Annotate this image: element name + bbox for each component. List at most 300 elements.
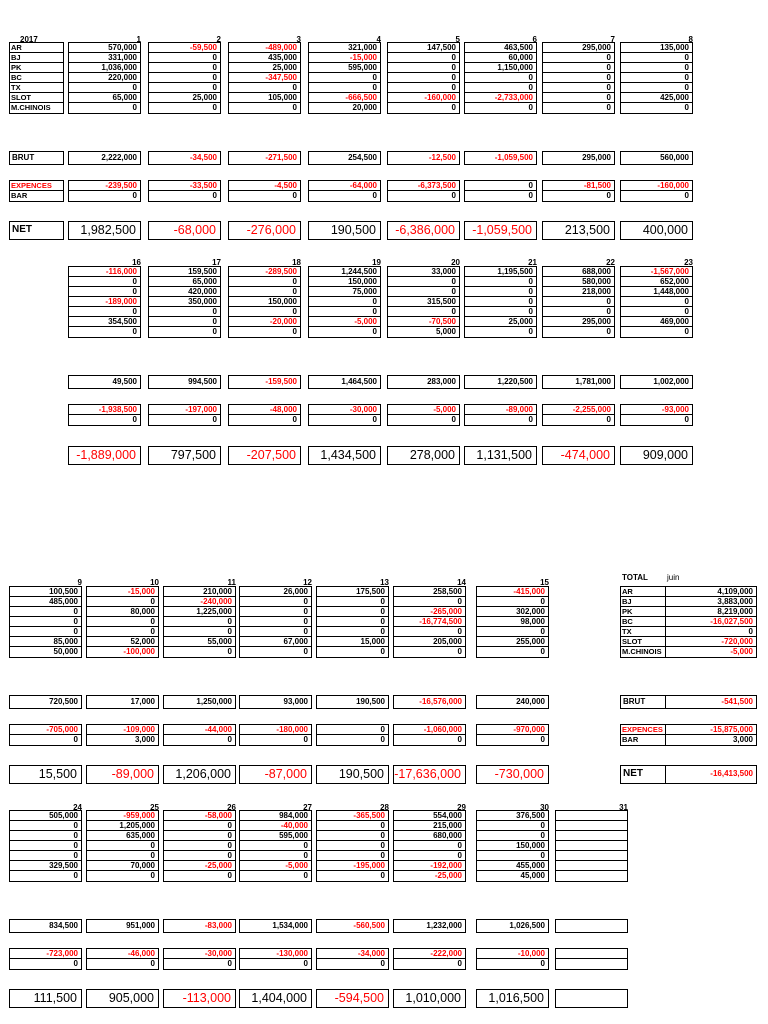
value-cell[interactable]: 0 xyxy=(621,297,692,307)
expense-cell[interactable]: -33,500 xyxy=(149,181,220,191)
value-cell[interactable]: 0 xyxy=(477,851,548,861)
value-cell[interactable]: 0 xyxy=(212,327,217,336)
expense-cell[interactable]: -239,500 xyxy=(69,181,140,191)
expense-cell[interactable]: 0 xyxy=(73,959,78,968)
value-cell[interactable]: 0 xyxy=(465,307,536,317)
brut-cell[interactable]: -271,500 xyxy=(228,151,301,165)
value-cell[interactable]: 175,500 xyxy=(317,587,388,597)
brut-cell[interactable]: 1,220,500 xyxy=(464,375,537,389)
expense-cell[interactable]: 0 xyxy=(528,191,533,200)
value-cell[interactable]: -20,000 xyxy=(229,317,300,327)
expense-cell[interactable]: 0 xyxy=(292,191,297,200)
value-cell[interactable]: 505,000 xyxy=(10,811,81,821)
expense-cell[interactable]: -34,000 xyxy=(317,949,388,959)
net-cell[interactable]: 278,000 xyxy=(387,446,460,465)
value-cell[interactable]: -160,000 xyxy=(388,93,459,103)
value-cell[interactable]: 0 xyxy=(212,103,217,112)
value-cell[interactable]: 258,500 xyxy=(394,587,465,597)
value-cell[interactable]: -365,500 xyxy=(317,811,388,821)
brut-cell[interactable]: 951,000 xyxy=(86,919,159,933)
expense-cell[interactable]: 0 xyxy=(227,735,232,744)
net-cell[interactable]: -474,000 xyxy=(542,446,615,465)
value-cell[interactable]: 0 xyxy=(465,277,536,287)
total-value-cell[interactable]: -720,000 xyxy=(666,637,756,647)
value-cell[interactable]: 0 xyxy=(87,851,158,861)
expense-cell[interactable]: 0 xyxy=(317,725,388,735)
expense-cell[interactable]: -180,000 xyxy=(240,725,311,735)
value-cell[interactable]: 0 xyxy=(543,297,614,307)
brut-cell[interactable]: 1,250,000 xyxy=(163,695,236,709)
value-cell[interactable]: 0 xyxy=(388,307,459,317)
value-cell[interactable]: 85,000 xyxy=(10,637,81,647)
value-cell[interactable]: 1,205,000 xyxy=(87,821,158,831)
value-cell[interactable]: -347,500 xyxy=(229,73,300,83)
expense-cell[interactable]: 0 xyxy=(606,191,611,200)
value-cell[interactable]: 295,000 xyxy=(543,317,614,327)
value-cell[interactable]: 0 xyxy=(317,831,388,841)
value-cell[interactable]: 0 xyxy=(309,73,380,83)
expense-cell[interactable]: -81,500 xyxy=(543,181,614,191)
value-cell[interactable]: 0 xyxy=(684,327,689,336)
value-cell[interactable]: 0 xyxy=(309,307,380,317)
value-cell[interactable]: 20,000 xyxy=(352,103,377,112)
expense-cell[interactable]: 0 xyxy=(540,735,545,744)
value-cell[interactable]: 580,000 xyxy=(543,277,614,287)
value-cell[interactable]: 1,225,000 xyxy=(164,607,235,617)
value-cell[interactable]: 0 xyxy=(303,871,308,880)
expense-cell[interactable]: -46,000 xyxy=(87,949,158,959)
expense-cell[interactable]: 0 xyxy=(132,191,137,200)
expense-cell[interactable]: -30,000 xyxy=(309,405,380,415)
expense-cell[interactable]: 0 xyxy=(303,959,308,968)
value-cell[interactable]: 0 xyxy=(69,287,140,297)
expense-cell[interactable]: -6,373,500 xyxy=(388,181,459,191)
value-cell[interactable]: 0 xyxy=(606,103,611,112)
value-cell[interactable]: 0 xyxy=(10,821,81,831)
value-cell[interactable] xyxy=(556,811,627,821)
expense-cell[interactable]: 3,000 xyxy=(134,735,155,744)
net-cell[interactable]: 15,500 xyxy=(9,765,82,784)
value-cell[interactable]: 0 xyxy=(528,327,533,336)
value-cell[interactable]: 0 xyxy=(477,831,548,841)
value-cell[interactable]: 0 xyxy=(229,287,300,297)
value-cell[interactable]: 295,000 xyxy=(543,43,614,53)
value-cell[interactable]: 420,000 xyxy=(149,287,220,297)
value-cell[interactable]: 150,000 xyxy=(309,277,380,287)
expense-cell[interactable]: 0 xyxy=(372,415,377,424)
value-cell[interactable]: 0 xyxy=(87,627,158,637)
value-cell[interactable]: 302,000 xyxy=(477,607,548,617)
brut-cell[interactable]: 2,222,000 xyxy=(68,151,141,165)
value-cell[interactable]: 0 xyxy=(317,821,388,831)
value-cell[interactable] xyxy=(556,831,627,841)
value-cell[interactable]: -15,000 xyxy=(87,587,158,597)
value-cell[interactable]: 0 xyxy=(621,53,692,63)
value-cell[interactable]: 0 xyxy=(388,63,459,73)
value-cell[interactable]: 984,000 xyxy=(240,811,311,821)
net-cell[interactable]: -730,000 xyxy=(476,765,549,784)
value-cell[interactable]: 0 xyxy=(388,73,459,83)
value-cell[interactable]: -25,000 xyxy=(434,871,462,880)
value-cell[interactable]: 0 xyxy=(292,103,297,112)
value-cell[interactable]: 0 xyxy=(457,647,462,656)
net-cell[interactable]: 190,500 xyxy=(308,221,381,240)
value-cell[interactable]: 0 xyxy=(606,327,611,336)
value-cell[interactable]: 0 xyxy=(388,287,459,297)
value-cell[interactable]: -100,000 xyxy=(123,647,155,656)
value-cell[interactable]: 0 xyxy=(465,73,536,83)
value-cell[interactable]: 0 xyxy=(240,841,311,851)
value-cell[interactable]: 595,000 xyxy=(309,63,380,73)
value-cell[interactable]: 52,000 xyxy=(87,637,158,647)
value-cell[interactable]: 635,000 xyxy=(87,831,158,841)
value-cell[interactable]: 159,500 xyxy=(149,267,220,277)
expense-cell[interactable]: 0 xyxy=(292,415,297,424)
value-cell[interactable]: 469,000 xyxy=(621,317,692,327)
net-cell[interactable]: -6,386,000 xyxy=(387,221,460,240)
value-cell[interactable]: 0 xyxy=(388,53,459,63)
value-cell[interactable]: 50,000 xyxy=(53,647,78,656)
brut-cell[interactable]: 295,000 xyxy=(542,151,615,165)
expense-cell[interactable]: 0 xyxy=(150,959,155,968)
total-net-cell[interactable]: -16,413,500 xyxy=(665,765,757,784)
value-cell[interactable]: 65,000 xyxy=(149,277,220,287)
expense-cell[interactable]: -160,000 xyxy=(621,181,692,191)
value-cell[interactable]: -59,500 xyxy=(149,43,220,53)
value-cell[interactable]: 26,000 xyxy=(240,587,311,597)
value-cell[interactable]: 0 xyxy=(149,73,220,83)
net-cell[interactable]: 213,500 xyxy=(542,221,615,240)
value-cell[interactable]: 0 xyxy=(303,647,308,656)
value-cell[interactable]: 1,448,000 xyxy=(621,287,692,297)
value-cell[interactable]: 70,000 xyxy=(87,861,158,871)
expense-cell[interactable]: 0 xyxy=(606,415,611,424)
net-cell[interactable]: 400,000 xyxy=(620,221,693,240)
value-cell[interactable]: 435,000 xyxy=(229,53,300,63)
value-cell[interactable]: 0 xyxy=(394,627,465,637)
expense-cell[interactable]: -10,000 xyxy=(477,949,548,959)
value-cell[interactable]: 350,000 xyxy=(149,297,220,307)
value-cell[interactable]: 570,000 xyxy=(69,43,140,53)
value-cell[interactable]: -666,500 xyxy=(309,93,380,103)
value-cell[interactable]: 255,000 xyxy=(477,637,548,647)
expense-cell[interactable]: 0 xyxy=(528,415,533,424)
expense-cell[interactable]: -1,060,000 xyxy=(394,725,465,735)
net-cell[interactable]: 1,982,500 xyxy=(68,221,141,240)
value-cell[interactable]: 0 xyxy=(543,83,614,93)
value-cell[interactable]: 680,000 xyxy=(394,831,465,841)
value-cell[interactable]: 218,000 xyxy=(543,287,614,297)
value-cell[interactable]: 0 xyxy=(317,597,388,607)
total-expense-cell[interactable]: -15,875,000 xyxy=(666,725,756,735)
value-cell[interactable]: 0 xyxy=(10,841,81,851)
value-cell[interactable]: 0 xyxy=(150,871,155,880)
brut-cell[interactable]: 1,464,500 xyxy=(308,375,381,389)
total-value-cell[interactable]: 0 xyxy=(666,627,756,637)
value-cell[interactable]: 105,000 xyxy=(229,93,300,103)
value-cell[interactable]: 0 xyxy=(73,871,78,880)
value-cell[interactable]: 0 xyxy=(227,647,232,656)
value-cell[interactable]: 0 xyxy=(465,287,536,297)
value-cell[interactable]: 220,000 xyxy=(69,73,140,83)
net-cell[interactable]: -276,000 xyxy=(228,221,301,240)
expense-cell[interactable]: 0 xyxy=(380,735,385,744)
value-cell[interactable]: 329,500 xyxy=(10,861,81,871)
value-cell[interactable]: 652,000 xyxy=(621,277,692,287)
value-cell[interactable]: 0 xyxy=(240,851,311,861)
value-cell[interactable]: 0 xyxy=(372,327,377,336)
expense-cell[interactable]: 0 xyxy=(451,191,456,200)
brut-cell[interactable]: 1,781,000 xyxy=(542,375,615,389)
value-cell[interactable]: -5,000 xyxy=(240,861,311,871)
value-cell[interactable]: 0 xyxy=(380,871,385,880)
value-cell[interactable]: 354,500 xyxy=(69,317,140,327)
value-cell[interactable]: 0 xyxy=(229,277,300,287)
value-cell[interactable]: 5,000 xyxy=(435,327,456,336)
value-cell[interactable]: 100,500 xyxy=(10,587,81,597)
value-cell[interactable]: 0 xyxy=(380,647,385,656)
expense-cell[interactable]: -48,000 xyxy=(229,405,300,415)
value-cell[interactable]: -489,000 xyxy=(229,43,300,53)
value-cell[interactable]: 0 xyxy=(388,277,459,287)
value-cell[interactable]: 0 xyxy=(69,277,140,287)
brut-cell[interactable]: -34,500 xyxy=(148,151,221,165)
expense-cell[interactable]: 0 xyxy=(372,191,377,200)
total-value-cell[interactable]: 8,219,000 xyxy=(666,607,756,617)
value-cell[interactable]: 25,000 xyxy=(149,93,220,103)
value-cell[interactable]: 321,000 xyxy=(309,43,380,53)
expense-cell[interactable]: -93,000 xyxy=(621,405,692,415)
expense-cell[interactable]: 0 xyxy=(227,959,232,968)
brut-cell[interactable]: 49,500 xyxy=(68,375,141,389)
net-cell[interactable]: 111,500 xyxy=(9,989,82,1008)
value-cell[interactable]: 0 xyxy=(465,297,536,307)
value-cell[interactable]: 0 xyxy=(164,851,235,861)
net-cell[interactable]: 1,010,000 xyxy=(393,989,466,1008)
expense-cell[interactable]: -970,000 xyxy=(477,725,548,735)
value-cell[interactable]: 0 xyxy=(10,851,81,861)
net-cell[interactable]: -1,059,500 xyxy=(464,221,537,240)
value-cell[interactable]: 0 xyxy=(540,647,545,656)
value-cell[interactable]: 0 xyxy=(229,307,300,317)
value-cell[interactable]: 0 xyxy=(87,597,158,607)
expense-cell[interactable] xyxy=(556,959,627,969)
value-cell[interactable]: 150,000 xyxy=(477,841,548,851)
expense-cell[interactable]: 0 xyxy=(457,735,462,744)
net-cell[interactable]: -87,000 xyxy=(239,765,312,784)
expense-cell[interactable]: -1,938,500 xyxy=(69,405,140,415)
value-cell[interactable]: -15,000 xyxy=(309,53,380,63)
brut-cell[interactable] xyxy=(555,919,628,933)
value-cell[interactable]: 205,000 xyxy=(394,637,465,647)
value-cell[interactable]: 98,000 xyxy=(477,617,548,627)
expense-cell[interactable]: -109,000 xyxy=(87,725,158,735)
value-cell[interactable] xyxy=(556,841,627,851)
value-cell[interactable]: 135,000 xyxy=(621,43,692,53)
total-value-cell[interactable]: -16,027,500 xyxy=(666,617,756,627)
value-cell[interactable]: 0 xyxy=(465,83,536,93)
value-cell[interactable]: 1,195,500 xyxy=(465,267,536,277)
net-cell[interactable]: 190,500 xyxy=(316,765,389,784)
net-cell[interactable]: 797,500 xyxy=(148,446,221,465)
expense-cell[interactable]: 0 xyxy=(684,191,689,200)
value-cell[interactable]: 0 xyxy=(164,617,235,627)
value-cell[interactable]: 0 xyxy=(451,103,456,112)
expense-cell[interactable] xyxy=(556,949,627,959)
value-cell[interactable]: 0 xyxy=(229,83,300,93)
net-cell[interactable]: 905,000 xyxy=(86,989,159,1008)
value-cell[interactable]: 0 xyxy=(543,307,614,317)
value-cell[interactable]: 0 xyxy=(227,871,232,880)
brut-cell[interactable]: -12,500 xyxy=(387,151,460,165)
value-cell[interactable]: -16,774,500 xyxy=(394,617,465,627)
value-cell[interactable]: 0 xyxy=(394,851,465,861)
value-cell[interactable]: 0 xyxy=(621,73,692,83)
value-cell[interactable]: 0 xyxy=(394,841,465,851)
expense-cell[interactable]: 0 xyxy=(465,181,536,191)
value-cell[interactable]: 463,500 xyxy=(465,43,536,53)
brut-cell[interactable]: 1,002,000 xyxy=(620,375,693,389)
value-cell[interactable]: 0 xyxy=(149,307,220,317)
net-cell[interactable]: -89,000 xyxy=(86,765,159,784)
value-cell[interactable]: 0 xyxy=(69,83,140,93)
value-cell[interactable]: 315,500 xyxy=(388,297,459,307)
value-cell[interactable]: 65,000 xyxy=(69,93,140,103)
value-cell[interactable]: 0 xyxy=(292,327,297,336)
value-cell[interactable] xyxy=(556,851,627,861)
expense-cell[interactable]: -705,000 xyxy=(10,725,81,735)
value-cell[interactable]: -415,000 xyxy=(477,587,548,597)
brut-cell[interactable]: 1,026,500 xyxy=(476,919,549,933)
value-cell[interactable] xyxy=(556,821,627,831)
value-cell[interactable]: 80,000 xyxy=(87,607,158,617)
brut-cell[interactable]: 1,534,000 xyxy=(239,919,312,933)
expense-cell[interactable]: 0 xyxy=(380,959,385,968)
brut-cell[interactable]: 1,232,000 xyxy=(393,919,466,933)
value-cell[interactable]: 0 xyxy=(87,841,158,851)
value-cell[interactable]: 60,000 xyxy=(465,53,536,63)
value-cell[interactable]: 0 xyxy=(10,607,81,617)
value-cell[interactable]: 0 xyxy=(317,841,388,851)
value-cell[interactable]: -192,000 xyxy=(394,861,465,871)
value-cell[interactable]: 45,000 xyxy=(520,871,545,880)
brut-cell[interactable]: 93,000 xyxy=(239,695,312,709)
value-cell[interactable]: 0 xyxy=(149,53,220,63)
value-cell[interactable]: 0 xyxy=(132,103,137,112)
value-cell[interactable]: 0 xyxy=(317,617,388,627)
expense-cell[interactable]: -89,000 xyxy=(465,405,536,415)
value-cell[interactable] xyxy=(556,861,627,871)
value-cell[interactable]: -289,500 xyxy=(229,267,300,277)
net-cell[interactable]: 909,000 xyxy=(620,446,693,465)
brut-cell[interactable]: -83,000 xyxy=(163,919,236,933)
value-cell[interactable]: 0 xyxy=(164,831,235,841)
value-cell[interactable]: 0 xyxy=(477,597,548,607)
brut-cell[interactable]: 283,000 xyxy=(387,375,460,389)
value-cell[interactable]: 0 xyxy=(240,597,311,607)
value-cell[interactable] xyxy=(556,871,627,881)
value-cell[interactable]: 688,000 xyxy=(543,267,614,277)
value-cell[interactable]: 0 xyxy=(164,841,235,851)
brut-cell[interactable]: -16,576,000 xyxy=(393,695,466,709)
brut-cell[interactable]: 240,000 xyxy=(476,695,549,709)
value-cell[interactable]: 1,244,500 xyxy=(309,267,380,277)
expense-cell[interactable]: -197,000 xyxy=(149,405,220,415)
value-cell[interactable]: 595,000 xyxy=(240,831,311,841)
net-cell[interactable]: -207,500 xyxy=(228,446,301,465)
brut-cell[interactable]: 254,500 xyxy=(308,151,381,165)
value-cell[interactable]: -116,000 xyxy=(69,267,140,277)
brut-cell[interactable]: 720,500 xyxy=(9,695,82,709)
value-cell[interactable]: 0 xyxy=(317,607,388,617)
value-cell[interactable]: 455,000 xyxy=(477,861,548,871)
expense-cell[interactable]: 0 xyxy=(212,191,217,200)
net-cell[interactable]: 1,434,500 xyxy=(308,446,381,465)
value-cell[interactable]: 0 xyxy=(394,597,465,607)
value-cell[interactable]: 554,000 xyxy=(394,811,465,821)
expense-cell[interactable]: 0 xyxy=(684,415,689,424)
value-cell[interactable]: -70,500 xyxy=(388,317,459,327)
value-cell[interactable]: 25,000 xyxy=(229,63,300,73)
net-cell[interactable]: -594,500 xyxy=(316,989,389,1008)
total-brut-cell[interactable]: -541,500 xyxy=(665,695,757,709)
value-cell[interactable]: 0 xyxy=(240,607,311,617)
expense-cell[interactable]: -30,000 xyxy=(164,949,235,959)
expense-cell[interactable]: 0 xyxy=(540,959,545,968)
value-cell[interactable]: 0 xyxy=(317,851,388,861)
value-cell[interactable]: 0 xyxy=(240,617,311,627)
value-cell[interactable]: 215,000 xyxy=(394,821,465,831)
value-cell[interactable]: 0 xyxy=(684,103,689,112)
value-cell[interactable]: -959,000 xyxy=(87,811,158,821)
value-cell[interactable]: 0 xyxy=(543,63,614,73)
expense-cell[interactable]: -723,000 xyxy=(10,949,81,959)
value-cell[interactable]: 0 xyxy=(132,327,137,336)
value-cell[interactable]: 0 xyxy=(69,307,140,317)
brut-cell[interactable]: 190,500 xyxy=(316,695,389,709)
value-cell[interactable]: -189,000 xyxy=(69,297,140,307)
value-cell[interactable]: 210,000 xyxy=(164,587,235,597)
brut-cell[interactable]: 994,500 xyxy=(148,375,221,389)
value-cell[interactable]: 0 xyxy=(10,627,81,637)
value-cell[interactable]: 0 xyxy=(477,627,548,637)
net-cell[interactable]: 1,404,000 xyxy=(239,989,312,1008)
value-cell[interactable]: 0 xyxy=(149,63,220,73)
value-cell[interactable]: 0 xyxy=(621,63,692,73)
value-cell[interactable]: 1,150,000 xyxy=(465,63,536,73)
expense-cell[interactable]: -2,255,000 xyxy=(543,405,614,415)
expense-cell[interactable]: 0 xyxy=(451,415,456,424)
brut-cell[interactable]: -560,500 xyxy=(316,919,389,933)
value-cell[interactable]: 0 xyxy=(309,297,380,307)
value-cell[interactable]: 0 xyxy=(87,617,158,627)
value-cell[interactable]: -5,000 xyxy=(309,317,380,327)
brut-cell[interactable]: 17,000 xyxy=(86,695,159,709)
value-cell[interactable]: 150,000 xyxy=(229,297,300,307)
value-cell[interactable]: 0 xyxy=(543,93,614,103)
value-cell[interactable]: 425,000 xyxy=(621,93,692,103)
brut-cell[interactable]: 834,500 xyxy=(9,919,82,933)
brut-cell[interactable]: 560,000 xyxy=(620,151,693,165)
net-cell[interactable]: 1,016,500 xyxy=(476,989,549,1008)
brut-cell[interactable]: -159,500 xyxy=(228,375,301,389)
net-cell[interactable]: -1,889,000 xyxy=(68,446,141,465)
net-cell[interactable]: -113,000 xyxy=(163,989,236,1008)
value-cell[interactable]: 0 xyxy=(164,627,235,637)
value-cell[interactable]: 0 xyxy=(477,821,548,831)
value-cell[interactable]: 331,000 xyxy=(69,53,140,63)
value-cell[interactable]: 1,036,000 xyxy=(69,63,140,73)
